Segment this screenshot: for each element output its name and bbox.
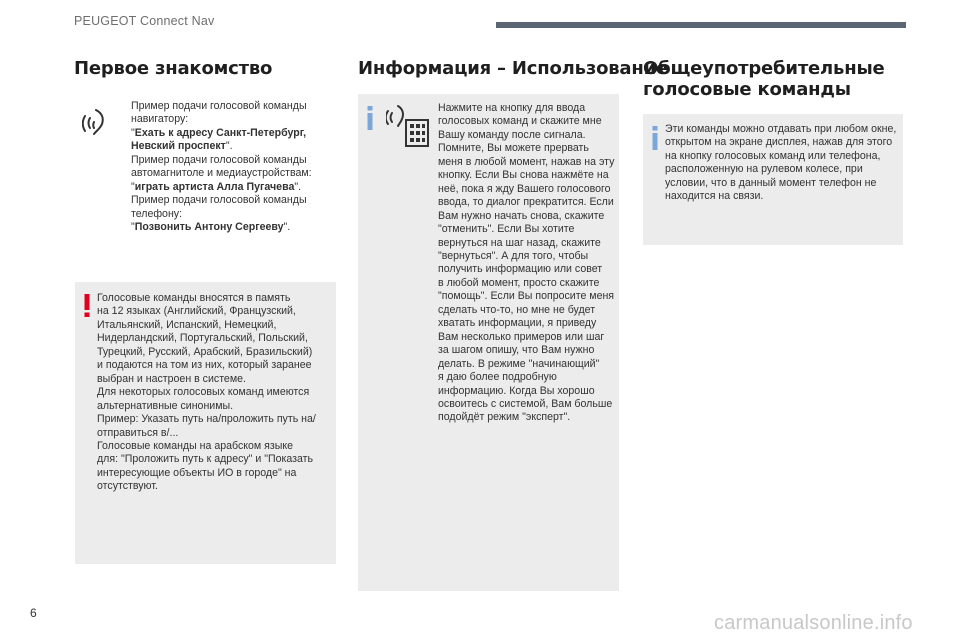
section-title-first-steps: Первое знакомство bbox=[74, 58, 273, 79]
text-line bbox=[131, 167, 331, 180]
header-label: PEUGEOT Connect Nav bbox=[74, 14, 215, 28]
text-line: "вернуться". А для того, чтобы bbox=[438, 249, 589, 262]
text-line: Голосовые команды на арабском языке bbox=[97, 439, 294, 452]
text-line: Турецкий, Русский, Арабский, Бразильский) bbox=[97, 345, 313, 358]
text-fragment: Пример подачи голосовой команды bbox=[131, 100, 307, 112]
text-line: "помощь". Если Вы попросите меня bbox=[438, 290, 615, 303]
text-fragment: автомагнитоле и медиаустройствам: bbox=[131, 167, 312, 180]
text-line: в любой момент, просто скажите bbox=[438, 276, 600, 289]
text-line: кнопку. Если Вы снова нажмёте на bbox=[438, 169, 609, 182]
text-line: Голосовые команды вносятся в память bbox=[97, 292, 291, 304]
text-line: делать. В режиме "начинающий" bbox=[438, 357, 600, 370]
command-example: Ехать к адресу Санкт-Петербург, bbox=[134, 126, 307, 139]
text-line: меня в любой момент, нажав на эту bbox=[438, 155, 615, 168]
text-line: сделать что-то, но мне не будет bbox=[438, 303, 596, 316]
text-line: я даю более подробную bbox=[438, 371, 557, 384]
text-line: альтернативные синонимы. bbox=[97, 399, 234, 412]
text-line: Нажмите на кнопку для ввода bbox=[438, 102, 586, 114]
text-line bbox=[131, 113, 331, 126]
command-example: Невский проспект bbox=[131, 140, 226, 153]
section-title-common-commands: Общеупотребительные голосовые команды bbox=[643, 58, 885, 100]
text-line: Вам несколько примеров или шаг bbox=[438, 330, 605, 343]
text-line: Для некоторых голосовых команд имеются bbox=[97, 386, 310, 399]
text-line: информацию. Когда Вы хорошо bbox=[438, 384, 595, 397]
text-line: Нидерландский, Португальский, Польский, bbox=[97, 332, 308, 345]
text-line bbox=[131, 221, 331, 234]
text-line: Пример: Указать путь на/проложить путь на/ bbox=[97, 413, 316, 426]
text-line: Вашу команду после сигнала. bbox=[438, 128, 586, 141]
text-line: подойдёт режим "эксперт". bbox=[438, 411, 571, 424]
text-line: находится на связи. bbox=[665, 190, 764, 203]
text-line: ввода, то диалог прекратится. Если bbox=[438, 196, 614, 209]
text-line: отправиться в/... bbox=[97, 426, 179, 439]
text-line: для: "Проложить путь к адресу" и "Показать bbox=[97, 453, 314, 466]
text-line: интересующие объекты ИО в городе" на bbox=[97, 466, 297, 479]
text-line: Итальянский, Испанский, Немецкий, bbox=[97, 318, 277, 331]
section-title-information-use: Информация – Использование bbox=[358, 58, 669, 79]
voice-button-icon bbox=[386, 104, 430, 150]
note-panel-languages bbox=[75, 282, 336, 564]
usage-text bbox=[438, 102, 618, 425]
text-line: Помните, Вы можете прервать bbox=[438, 142, 589, 155]
text-line: хватать информации, я приведу bbox=[438, 317, 597, 330]
text-line: условии, что в данный момент телефон не bbox=[665, 176, 877, 189]
text-fragment: Пример подачи голосовой команды bbox=[131, 153, 307, 166]
text-fragment: Пример подачи голосовой команды bbox=[131, 194, 307, 207]
text-line bbox=[131, 194, 331, 207]
text-line: голосовых команд и скажите мне bbox=[438, 115, 602, 128]
header-rule bbox=[496, 22, 906, 28]
text-line bbox=[131, 127, 331, 140]
text-line: расположенную на рулевом колесе, при bbox=[665, 163, 863, 176]
text-line: за шагом опишу, что Вам нужно bbox=[438, 344, 595, 357]
info-icon bbox=[652, 126, 658, 150]
warning-icon bbox=[84, 294, 90, 318]
text-fragment: ". bbox=[225, 140, 233, 153]
command-example: играть артиста Алла Пугачева bbox=[134, 180, 295, 193]
text-line: Вам нужно начать снова, скажите bbox=[438, 209, 605, 222]
text-line: выбран и настроен в системе. bbox=[97, 372, 246, 385]
text-line: Эти команды можно отдавать при любом окне, bbox=[665, 123, 897, 135]
voice-command-icon bbox=[82, 104, 116, 143]
text-line: и подаются на том из них, который заранее bbox=[97, 359, 312, 372]
info-icon bbox=[367, 106, 373, 130]
command-example: Позвонить Антону Сергееву bbox=[134, 221, 284, 234]
page-number: 6 bbox=[30, 606, 37, 620]
text-line bbox=[131, 100, 331, 113]
languages-note-text bbox=[97, 292, 333, 494]
text-fragment: навигатору: bbox=[131, 113, 189, 126]
note-panel-usage bbox=[358, 94, 619, 591]
intro-examples bbox=[131, 100, 331, 235]
text-fragment: " bbox=[131, 126, 135, 139]
text-line: отсутствуют. bbox=[97, 480, 158, 493]
text-fragment: ". bbox=[283, 221, 291, 234]
text-line bbox=[131, 181, 331, 194]
text-fragment: телефону: bbox=[131, 207, 183, 220]
text-line bbox=[131, 140, 331, 153]
text-fragment: ". bbox=[294, 180, 302, 193]
text-line: "отменить". Если Вы хотите bbox=[438, 223, 575, 236]
text-fragment: " bbox=[131, 221, 135, 234]
text-fragment: " bbox=[131, 180, 135, 193]
text-line: неё, пока я жду Вашего голосового bbox=[438, 182, 611, 195]
watermark: carmanualsonline.info bbox=[714, 612, 913, 634]
text-line: освоитесь с системой, Вам больше bbox=[438, 397, 613, 410]
text-line: получить информацию или совет bbox=[438, 263, 603, 276]
text-line: на кнопку голосовых команд или телефона, bbox=[665, 149, 881, 162]
text-line: открытом на экране дисплея, нажав для этого bbox=[665, 136, 893, 149]
note-panel-common bbox=[643, 114, 903, 245]
common-commands-text bbox=[665, 123, 901, 204]
text-line bbox=[131, 154, 331, 167]
text-line: вернуться на шаг назад, скажите bbox=[438, 236, 601, 249]
text-line bbox=[131, 208, 331, 221]
text-line: на 12 языках (Английский, Французский, bbox=[97, 305, 296, 318]
